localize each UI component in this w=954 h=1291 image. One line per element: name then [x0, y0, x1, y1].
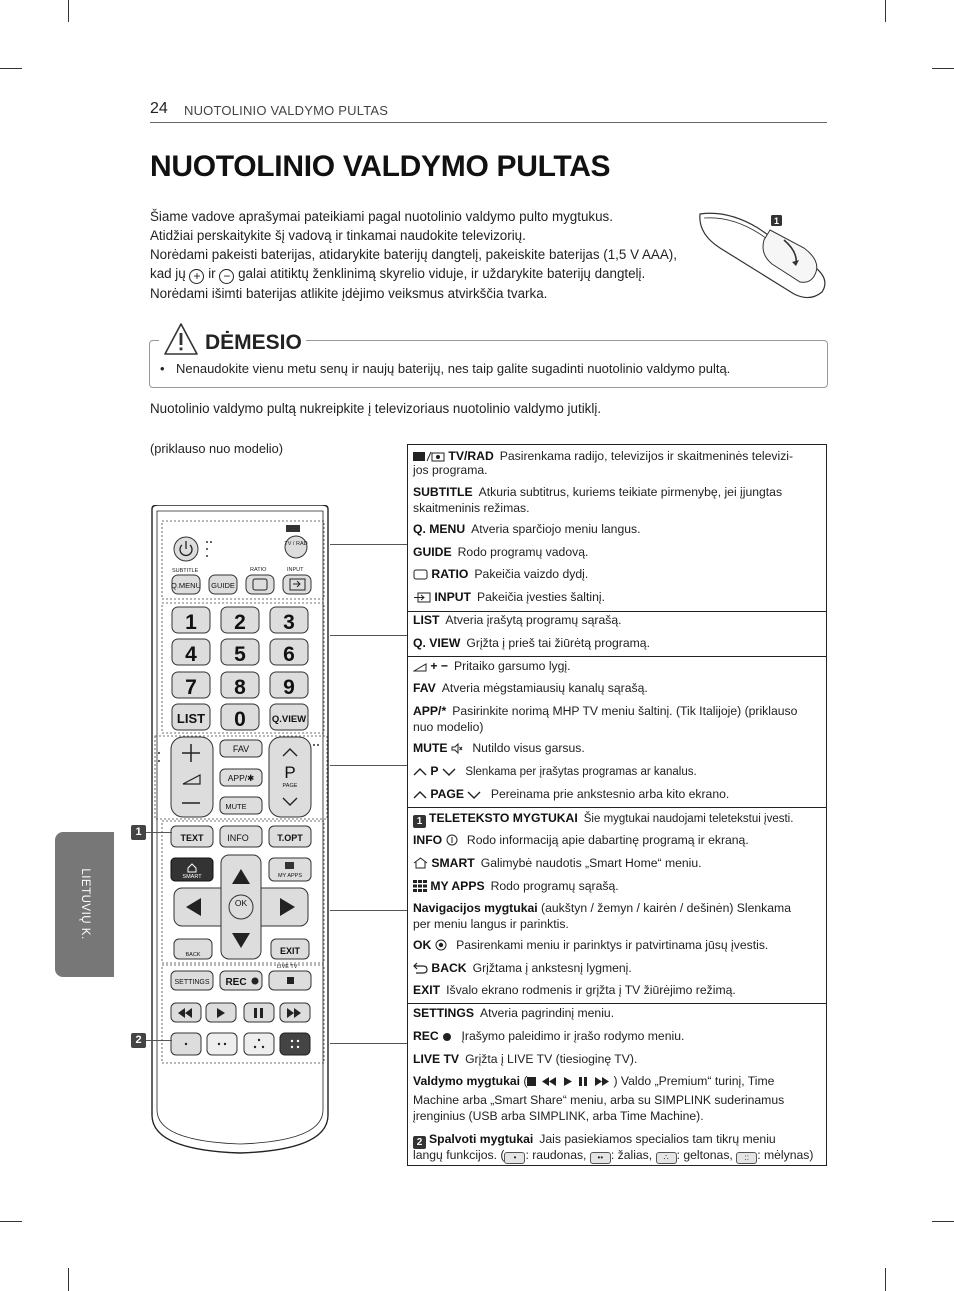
crop-mark [0, 1221, 22, 1222]
caution-bullet [160, 361, 730, 376]
subtitle-label: SUBTITLE [172, 568, 199, 574]
caution-title: DĖMESIO [205, 331, 302, 354]
crop-mark [68, 0, 69, 22]
desc-control-cont: įrenginius (USB arba SIMPLINK, arba Time Machine). [413, 1109, 704, 1123]
desc-label: INPUT [434, 590, 471, 604]
desc-info [413, 833, 823, 851]
desc-label: Navigacijos mygtukai [413, 901, 538, 915]
home-icon [413, 857, 428, 874]
p-button-label: P [284, 763, 296, 782]
desc-text: Išvalo ekrano rodmenis ir grįžta į TV žiūrėjimo režimą. [446, 983, 736, 997]
desc-label: EXIT [413, 983, 441, 997]
chevron-down-icon [442, 766, 456, 782]
mute-icon [451, 743, 463, 759]
intro-text-fragment: kad jų [150, 266, 186, 281]
leader-line [330, 635, 408, 636]
desc-text: Pritaiko garsumo lygį. [454, 659, 571, 673]
callout-line [146, 1040, 172, 1041]
back-icon [413, 962, 428, 979]
desc-text: Rodo informaciją apie dabartinę programą ir ekraną. [466, 833, 749, 847]
green-key-icon: •• [590, 1152, 611, 1164]
desc-text: Jais pasiekiamos specialios tam tikrų meniu [539, 1132, 776, 1146]
language-tab-label: LIETUVIŲ K. [79, 868, 91, 940]
desc-text: (aukštyn / žemyn / kairėn / dešinėn) Slenkama [541, 901, 791, 915]
desc-label: Q. MENU [413, 522, 466, 536]
digit-key-label: 7 [185, 676, 197, 699]
desc-rec [413, 1029, 823, 1047]
desc-label: RATIO [431, 567, 469, 581]
app-button-label: APP/✱ [227, 773, 255, 783]
intro-line: Norėdami išimti baterijas atlikite įdėjimo veiksmus atvirkščia tvarka. [150, 286, 548, 301]
digit-key-label: 8 [234, 676, 246, 699]
desc-text: Pakeičia įvesties šaltinį. [476, 590, 605, 604]
desc-text: Pasirinkite norimą MHP TV meniu šaltinį. (Tik Italijoje) (priklauso [452, 704, 798, 718]
callout-badge-1: 1 [131, 825, 146, 840]
desc-livetv [413, 1052, 823, 1068]
crop-mark [932, 68, 954, 69]
battery-step-number: 1 [773, 216, 780, 226]
chevron-down-icon [467, 789, 481, 805]
desc-text: Grįžta į LIVE TV (tiesioginę TV). [465, 1052, 638, 1066]
crop-mark [0, 68, 22, 69]
desc-text: Grįžtama į ankstesnį lygmenį. [472, 961, 632, 975]
desc-text: Pasirenkami meniu ir parinktys ir patvirtinama jūsų įvestis. [456, 938, 769, 952]
desc-app [413, 704, 823, 720]
desc-label: GUIDE [413, 545, 452, 559]
desc-text: Grįžta į prieš tai žiūrėtą programą. [466, 636, 650, 650]
digit-key-label: 3 [283, 611, 295, 634]
bullet-icon: • [160, 361, 165, 376]
caution-header [159, 316, 306, 356]
desc-text: Nutildo visus garsus. [472, 741, 585, 755]
intro-text-fragment: ir [208, 266, 216, 281]
desc-text: ( [523, 1074, 528, 1088]
desc-fav [413, 681, 823, 697]
desc-label: REC [413, 1029, 439, 1043]
desc-control [413, 1074, 823, 1092]
ratio-label: RATIO [250, 567, 267, 573]
intro-line [150, 264, 695, 284]
desc-label: + − [430, 659, 449, 673]
desc-label: FAV [413, 681, 436, 695]
intro-line: Atidžiai perskaitykite šį vadovą ir tinkamai naudokite televizorių. [150, 228, 526, 243]
desc-page [413, 787, 823, 805]
desc-list [413, 613, 823, 629]
digit-key-label: 6 [283, 643, 295, 666]
desc-colour-cont [413, 1148, 823, 1164]
leader-line [330, 910, 408, 911]
desc-text: Rodo programų vadovą. [457, 545, 589, 559]
exit-button-label: EXIT [279, 946, 301, 956]
minus-icon: − [219, 269, 234, 284]
yellow-key-icon: ∴ [656, 1152, 677, 1164]
desc-label: P [430, 764, 439, 778]
desc-text: Atveria sparčiojo meniu langus. [471, 522, 641, 536]
crop-mark [932, 1221, 954, 1222]
desc-label: BACK [431, 961, 467, 975]
ratio-icon [413, 569, 428, 585]
desc-settings [413, 1006, 823, 1022]
desc-teletext [413, 811, 823, 828]
remote-control-illustration [150, 505, 330, 1155]
desc-text: Rodo programų sąrašą. [490, 879, 619, 893]
desc-label: SUBTITLE [413, 485, 473, 499]
desc-qview [413, 636, 823, 652]
desc-mute [413, 741, 823, 759]
teletext-badge: 1 [413, 815, 426, 828]
livetv-label: LIVE TV [277, 964, 298, 970]
desc-nav [413, 901, 823, 917]
page-number: 24 [150, 100, 168, 117]
desc-text: : mėlynas) [757, 1148, 814, 1162]
ok-button-label: OK [234, 898, 248, 908]
input-icon [413, 592, 431, 608]
desc-label: LIVE TV [413, 1052, 460, 1066]
intro-text-fragment: galai atitiktų ženklinimą skyrelio viduje, ir uždarykite baterijų dangtelį. [238, 266, 646, 281]
battery-cover-illustration [698, 208, 828, 300]
playback-icons [527, 1076, 613, 1092]
desc-input [413, 590, 823, 608]
callout-badge-2: 2 [131, 1033, 146, 1048]
language-tab [55, 832, 114, 977]
desc-text: : žalias, [610, 1148, 653, 1162]
input-label: INPUT [287, 567, 304, 573]
leader-line [330, 765, 408, 766]
chevron-up-icon [413, 789, 427, 805]
desc-back [413, 961, 823, 979]
desc-label: Valdymo mygtukai [413, 1074, 521, 1088]
desc-label: Spalvoti mygtukai [429, 1132, 534, 1146]
desc-smart [413, 856, 823, 874]
model-note: (priklauso nuo modelio) [150, 441, 284, 456]
page-button-label: PAGE [282, 783, 298, 789]
table-section-divider [408, 1003, 826, 1004]
caution-text: Nenaudokite vienu metu senų ir naujų baterijų, nes taip galite sugadinti nuotolinio valdymo pultą. [176, 361, 731, 376]
desc-label: TELETEKSTO MYGTUKAI [429, 811, 578, 825]
desc-qmenu [413, 522, 823, 538]
desc-text: Įrašymo paleidimo ir įrašo rodymo meniu. [461, 1029, 685, 1043]
colour-badge: 2 [413, 1136, 426, 1149]
pointing-instruction: Nuotolinio valdymo pultą nukreipkite į televizoriaus nuotolinio valdymo jutiklį. [150, 401, 602, 416]
guide-button-label: GUIDE [211, 581, 235, 590]
desc-text: Šie mygtukai naudojami teletekstui įvesti. [583, 813, 794, 825]
desc-label: MUTE [413, 741, 448, 755]
crop-mark [68, 1268, 69, 1291]
desc-label: OK [413, 938, 432, 952]
desc-text: Atveria pagrindinį meniu. [479, 1006, 615, 1020]
rec-button-label: REC [225, 977, 247, 988]
digit-key-label: 9 [283, 676, 295, 699]
text-button-label: TEXT [180, 833, 204, 843]
desc-label: Q. VIEW [413, 636, 461, 650]
desc-text: langų funkcijos. ( [413, 1148, 505, 1162]
plus-icon: + [189, 269, 204, 284]
digit-key-label: 5 [234, 643, 246, 666]
table-section-divider [408, 656, 826, 657]
intro-text [150, 207, 695, 303]
record-dot-icon [442, 1031, 452, 1047]
table-section-divider [408, 807, 826, 808]
desc-label: PAGE [430, 787, 465, 801]
intro-line: Norėdami pakeisti baterijas, atidarykite baterijų dangtelį, pakeiskite baterijas (1,5 V AAA), [150, 247, 677, 262]
desc-text: Pakeičia vaizdo dydį. [474, 567, 589, 581]
desc-control-cont: Machine arba „Smart Share“ meniu, arba su SIMPLINK suderinamus [413, 1093, 785, 1107]
desc-colour [413, 1132, 823, 1149]
callout-line [146, 832, 172, 833]
crop-mark [885, 1268, 886, 1291]
digit-key-label: 2 [234, 611, 246, 634]
digit-key-label: 4 [185, 643, 197, 666]
info-icon [446, 834, 458, 851]
myapps-button-label: MY APPS [277, 873, 303, 879]
volume-icon [413, 661, 427, 677]
desc-text: : raudonas, [525, 1148, 587, 1162]
page-header [150, 100, 827, 123]
desc-subtitle [413, 485, 823, 501]
desc-guide [413, 545, 823, 561]
desc-text: Atveria mėgstamiausių kanalų sąrašą. [441, 681, 648, 695]
warning-icon [163, 322, 199, 356]
info-button-label: INFO [227, 833, 249, 843]
desc-volume [413, 659, 823, 677]
myapps-icon [413, 880, 427, 897]
intro-line: Šiame vadove aprašymai pateikiami pagal nuotolinio valdymo pulto mygtukus. [150, 209, 613, 224]
desc-label: APP/* [413, 704, 447, 718]
desc-text: Atkuria subtitrus, kuriems teikiate pirmenybę, jei įjungtas [478, 485, 783, 499]
desc-text: Galimybė naudotis „Smart Home“ meniu. [480, 856, 702, 870]
qmenu-button-label: Q.MENU [171, 581, 201, 590]
desc-text: Pereinama prie ankstesnio arba kito ekrano. [490, 787, 730, 801]
back-button-label: BACK [185, 952, 201, 958]
crop-mark [885, 0, 886, 22]
fav-button-label: FAV [232, 744, 250, 754]
desc-ok [413, 938, 823, 956]
desc-text: Pasirenkama radijo, televizijos ir skaitmeninės televizi- [499, 449, 794, 463]
desc-app-cont: nuo modelio) [413, 720, 484, 734]
desc-subtitle-cont: skaitmeninis režimas. [413, 501, 530, 515]
zero-key-label: 0 [234, 708, 246, 731]
table-section-divider [408, 611, 826, 612]
desc-myapps [413, 879, 823, 897]
tvrad-label: TV / RAD [284, 541, 308, 547]
button-description-table [407, 444, 827, 1166]
digit-key-label: 1 [185, 611, 197, 634]
desc-ratio [413, 567, 823, 585]
desc-p [413, 764, 823, 782]
desc-text: Slenkama per įrašytas programas ar kanalus. [465, 766, 697, 778]
topt-button-label: T.OPT [277, 833, 303, 843]
red-key-icon: • [504, 1152, 525, 1164]
smart-button-label: SMART [182, 874, 202, 880]
desc-text: ) Valdo „Premium“ turinį, Time [613, 1074, 775, 1088]
desc-label: TV/RAD [448, 449, 494, 463]
running-title: NUOTOLINIO VALDYMO PULTAS [184, 103, 389, 118]
desc-label: MY APPS [430, 879, 485, 893]
desc-label: INFO [413, 833, 443, 847]
desc-nav-cont: per meniu langus ir parinktis. [413, 917, 569, 931]
ok-icon [435, 939, 447, 956]
blue-key-icon: :: [736, 1152, 757, 1164]
leader-line [330, 1043, 408, 1044]
desc-label: LIST [413, 613, 440, 627]
desc-tvrad-cont: jos programa. [413, 463, 488, 477]
desc-exit [413, 983, 823, 999]
chevron-up-icon [413, 766, 427, 782]
desc-text: Atveria įrašytą programų sąrašą. [445, 613, 622, 627]
desc-text: : geltonas, [676, 1148, 733, 1162]
leader-line [330, 544, 408, 545]
qview-button-label: Q.VIEW [271, 714, 307, 725]
desc-label: SETTINGS [413, 1006, 474, 1020]
list-button-label: LIST [176, 711, 206, 726]
settings-button-label: SETTINGS [174, 979, 210, 986]
desc-label: SMART [431, 856, 475, 870]
page-title: NUOTOLINIO VALDYMO PULTAS [150, 150, 611, 183]
mute-button-label: MUTE [225, 802, 247, 811]
